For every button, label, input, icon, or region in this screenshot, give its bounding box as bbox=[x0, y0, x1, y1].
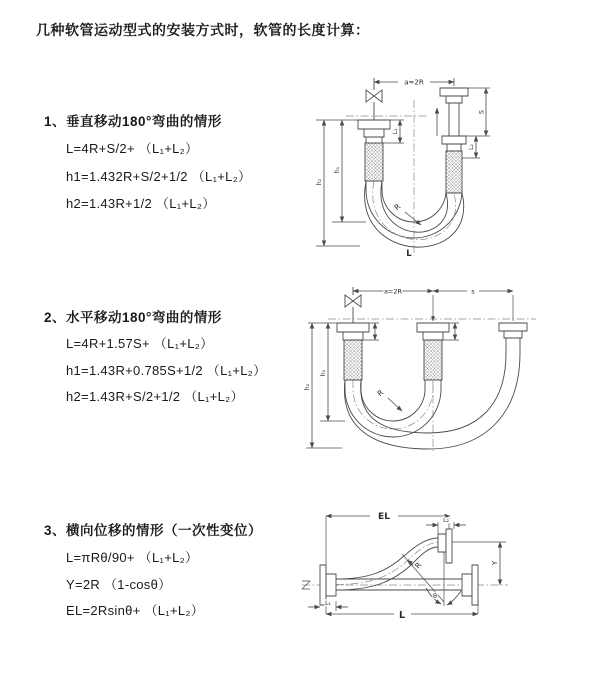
dim-h1-label: h₁ bbox=[320, 369, 327, 377]
section-2-heading: 2、水平移动180°弯曲的情形 bbox=[44, 310, 222, 325]
dim-l2-label: L₂ bbox=[468, 144, 475, 150]
radius-label: R bbox=[375, 387, 386, 399]
upper-flange-displaced bbox=[438, 529, 452, 563]
section-3-formula-EL: EL=2Rsinθ+ （L₁+L₂） bbox=[66, 603, 205, 618]
dim-y-label: Y bbox=[491, 560, 499, 566]
right-fitting bbox=[437, 88, 468, 193]
hose-initial-position bbox=[336, 579, 462, 590]
dim-l1-label: L₁ bbox=[325, 600, 331, 607]
diagram-lateral-displacement bbox=[298, 494, 590, 646]
dim-h1-h2 bbox=[316, 120, 366, 246]
section-1-formula-h2: h2=1.43R+1/2 （L₁+L₂） bbox=[66, 196, 216, 211]
dim-s bbox=[462, 88, 490, 158]
right-fitting-shifted bbox=[499, 323, 527, 353]
dim-h2-label: h₂ bbox=[316, 178, 323, 186]
section-3-heading: 3、横向位移的情形（一次性变位） bbox=[44, 523, 263, 538]
dim-s-label: s bbox=[471, 287, 475, 296]
right-flange-initial bbox=[462, 565, 478, 605]
dim-l bbox=[326, 599, 478, 621]
diagram-vertical-180-bend bbox=[302, 70, 547, 262]
section-2-formula-h1: h1=1.43R+0.785S+1/2 （L₁+L₂） bbox=[66, 363, 267, 378]
dim-el-label: EL bbox=[378, 512, 390, 522]
section-3-formula-L: L=πRθ/90+ （L₁+L₂） bbox=[66, 550, 199, 565]
section-3-formula-Y: Y=2R （1-cosθ） bbox=[66, 577, 172, 592]
dim-l2-label: L₂ bbox=[443, 517, 449, 524]
dim-el bbox=[326, 512, 450, 614]
dim-y bbox=[452, 542, 506, 585]
diagram-horizontal-180-bend bbox=[298, 281, 560, 459]
hose-displaced-position bbox=[336, 538, 438, 590]
dim-a-2r bbox=[353, 288, 513, 322]
left-fitting bbox=[358, 120, 390, 181]
dim-h2-label: h₂ bbox=[304, 383, 311, 391]
radius-label: R bbox=[392, 201, 403, 213]
dim-a-2r-label: a=2R bbox=[404, 78, 424, 87]
middle-fitting bbox=[417, 323, 449, 380]
length-label: L bbox=[406, 249, 412, 259]
dim-l-label: L bbox=[398, 610, 406, 621]
section-1-formula-h1: h1=1.432R+S/2+1/2 （L₁+L₂） bbox=[66, 169, 252, 184]
radius-callout bbox=[376, 388, 402, 411]
dim-s-shift bbox=[433, 288, 513, 296]
section-2-formula-L: L=4R+1.57S+ （L₁+L₂） bbox=[66, 336, 214, 351]
dim-h1-label: h₁ bbox=[334, 166, 341, 174]
angle-theta-label: θ bbox=[433, 592, 437, 600]
section-1-heading: 1、垂直移动180°弯曲的情形 bbox=[44, 114, 222, 129]
section-1-formula-L: L=4R+S/2+ （L₁+L₂） bbox=[66, 141, 199, 156]
dim-a-2r-label: a=2R bbox=[383, 287, 403, 296]
valve-icon bbox=[366, 78, 382, 120]
valve-icon bbox=[345, 287, 361, 323]
dim-l1 bbox=[308, 600, 348, 611]
dim-l1-label: L₁ bbox=[392, 128, 399, 135]
dim-a-2r bbox=[374, 78, 454, 87]
radius-label: R bbox=[412, 560, 424, 571]
left-fitting bbox=[337, 323, 369, 380]
section-2-formula-h2: h2=1.43R+S/2+1/2 （L₁+L₂） bbox=[66, 389, 244, 404]
dim-h1-h2 bbox=[304, 323, 345, 448]
page-title: 几种软管运动型式的安装方式时，软管的长度计算： bbox=[36, 22, 370, 38]
dim-s-label: S bbox=[477, 109, 486, 115]
left-flange bbox=[320, 565, 336, 605]
